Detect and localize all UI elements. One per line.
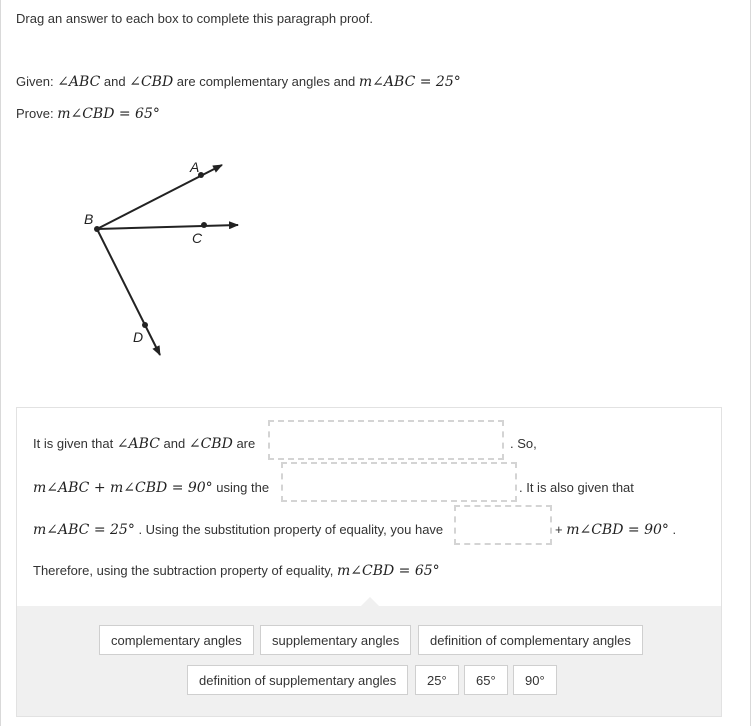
proof-text: It is given that xyxy=(33,436,117,451)
proof-text: using the xyxy=(212,480,270,495)
given-measure: m∠ABC = 25° xyxy=(358,74,461,90)
given-prefix: Given: xyxy=(16,74,58,89)
proof-text: . It is also given that xyxy=(519,480,634,495)
proof-line-1 xyxy=(33,436,255,452)
proof-math: m∠ABC + m∠CBD = 90° xyxy=(33,480,213,496)
proof-line-2-end xyxy=(519,480,634,495)
given-mid-text: are complementary angles and xyxy=(173,74,359,89)
ray-bd xyxy=(97,229,160,355)
proof-text: . So, xyxy=(510,436,537,451)
tray-notch xyxy=(360,597,380,607)
proof-text: . xyxy=(668,522,677,537)
angle-figure xyxy=(70,150,260,370)
proof-line-2 xyxy=(33,480,269,496)
answer-chip-definition-supplementary[interactable]: definition of supplementary angles xyxy=(187,665,408,695)
instructions: Drag an answer to each box to complete this paragraph proof. xyxy=(16,11,373,26)
given-and: and xyxy=(100,74,130,89)
answer-tray xyxy=(17,606,721,716)
proof-panel xyxy=(16,407,722,717)
proof-math: ∠ABC xyxy=(116,436,160,452)
proof-math: ∠CBD xyxy=(188,436,233,452)
answer-chip-25[interactable]: 25° xyxy=(415,665,459,695)
answer-chip-definition-complementary[interactable]: definition of complementary angles xyxy=(418,625,643,655)
ray-bc xyxy=(97,225,238,229)
label-a: A xyxy=(190,159,200,175)
answer-chip-65[interactable]: 65° xyxy=(464,665,508,695)
given-statement xyxy=(16,74,461,90)
proof-line-4 xyxy=(33,563,440,579)
proof-math: m∠ABC = 25° xyxy=(33,522,135,538)
prove-measure: m∠CBD = 65° xyxy=(57,106,160,122)
proof-text: and xyxy=(159,436,189,451)
given-angle-abc: ∠ABC xyxy=(57,74,101,90)
answer-chip-supplementary-angles[interactable]: supplementary angles xyxy=(260,625,411,655)
prove-statement xyxy=(16,106,160,122)
label-d: D xyxy=(133,329,144,345)
point-c xyxy=(201,222,207,228)
proof-line-1-end xyxy=(510,436,537,451)
given-angle-cbd: ∠CBD xyxy=(129,74,174,90)
answer-chip-complementary-angles[interactable]: complementary angles xyxy=(99,625,254,655)
proof-math: m∠CBD = 90° xyxy=(566,522,669,538)
point-d xyxy=(142,322,148,328)
answer-chip-90[interactable]: 90° xyxy=(513,665,557,695)
frame-left-border xyxy=(0,0,1,726)
proof-line-3 xyxy=(33,522,443,538)
drop-box-2[interactable] xyxy=(281,462,517,502)
drop-box-1[interactable] xyxy=(268,420,504,460)
point-b xyxy=(94,226,100,232)
label-b: B xyxy=(84,211,94,227)
proof-math: m∠CBD = 65° xyxy=(336,563,440,579)
drop-box-3[interactable] xyxy=(454,505,552,545)
proof-text: Therefore, using the subtraction property of equality, xyxy=(33,563,337,578)
proof-text: + xyxy=(555,522,567,537)
proof-text: are xyxy=(232,436,256,451)
prove-prefix: Prove: xyxy=(16,106,58,121)
label-c: C xyxy=(192,230,203,246)
proof-text: . Using the substitution property of equality, you have xyxy=(134,522,444,537)
proof-line-3-end xyxy=(555,522,676,538)
